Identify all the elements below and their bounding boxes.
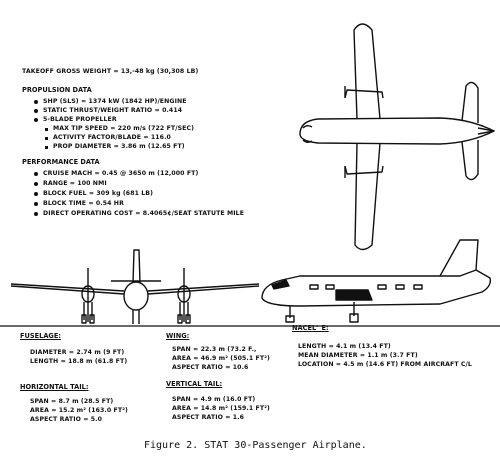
bullet-icon (34, 202, 38, 206)
vtail-span: SPAN = 4.9 m (16.0 FT) (172, 396, 256, 403)
performance-item: BLOCK TIME = 0.54 HR (34, 200, 124, 209)
bullet-icon (34, 100, 38, 104)
propeller-sub-item: MAX TIP SPEED = 220 m/s (722 FT/SEC) (45, 125, 194, 134)
propulsion-data-title: PROPULSION DATA (22, 86, 92, 94)
wing-title: WING: (166, 332, 190, 340)
performance-item: BLOCK FUEL = 309 kg (681 LB) (34, 190, 153, 199)
nacelle-title: NACEL'_E: (292, 324, 329, 332)
top-view-drawing (300, 24, 494, 250)
bullet-icon (34, 172, 38, 176)
propulsion-item: 5-BLADE PROPELLER (34, 116, 117, 125)
square-bullet-icon (45, 146, 48, 149)
performance-item: RANGE = 100 NMI (34, 180, 107, 189)
figure-caption: Figure 2. STAT 30-Passenger Airplane. (144, 440, 367, 451)
fuselage-diameter: DIAMETER = 2.74 m (9 FT) (30, 349, 125, 356)
bullet-icon (34, 182, 38, 186)
propulsion-item: SHP (SLS) = 1374 kW (1842 HP)/ENGINE (34, 98, 187, 107)
htail-area: AREA = 15.2 m² (163.0 FT²) (30, 407, 128, 414)
square-bullet-icon (45, 128, 48, 131)
bullet-icon (34, 192, 38, 196)
htail-span: SPAN = 8.7 m (28.5 FT) (30, 398, 114, 405)
htail-aspect-ratio: ASPECT RATIO = 5.0 (30, 416, 103, 423)
fuselage-title: FUSELAGE: (20, 332, 61, 340)
vertical-tail-title: VERTICAL TAIL: (166, 380, 223, 388)
vtail-area: AREA = 14.8 m² (159.1 FT²) (172, 405, 270, 412)
propulsion-item: STATIC THRUST/WEIGHT RATIO = 0.414 (34, 107, 182, 116)
performance-item: CRUISE MACH = 0.45 @ 3650 m (12,000 FT) (34, 170, 198, 179)
bullet-icon (34, 212, 38, 216)
wing-area: AREA = 46.9 m² (505.1 FT²) (172, 355, 270, 362)
wing-span: SPAN = 22.3 m (73.2 F., (172, 346, 257, 353)
bullet-icon (34, 118, 38, 122)
bullet-icon (34, 109, 38, 113)
vtail-aspect-ratio: ASPECT RATIO = 1.6 (172, 414, 245, 421)
performance-data-title: PERFORMANCE DATA (22, 158, 100, 166)
side-view-drawing (262, 240, 490, 322)
propeller-sub-item: ACTIVITY FACTOR/BLADE = 116.0 (45, 134, 171, 143)
nacelle-location: LOCATION = 4.5 m (14.6 FT) FROM AIRCRAFT C/L (298, 361, 472, 368)
nacelle-diameter: MEAN DIAMETER = 1.1 m (3.7 FT) (298, 352, 418, 359)
performance-item: DIRECT OPERATING COST = 8.4065¢/SEAT STATUTE MILE (34, 210, 244, 219)
nacelle-length: LENGTH = 4.1 m (13.4 FT) (298, 343, 391, 350)
front-view-drawing (11, 250, 259, 324)
horizontal-tail-title: HORIZONTAL TAIL: (20, 383, 89, 391)
fuselage-length: LENGTH = 18.8 m (61.8 FT) (30, 358, 128, 365)
wing-aspect-ratio: ASPECT RATIO = 10.6 (172, 364, 249, 371)
takeoff-gross-weight: TAKEOFF GROSS WEIGHT = 13,-48 kg (30,308 LB) (22, 68, 199, 75)
propeller-sub-item: PROP DIAMETER = 3.86 m (12.65 FT) (45, 143, 185, 152)
square-bullet-icon (45, 137, 48, 140)
